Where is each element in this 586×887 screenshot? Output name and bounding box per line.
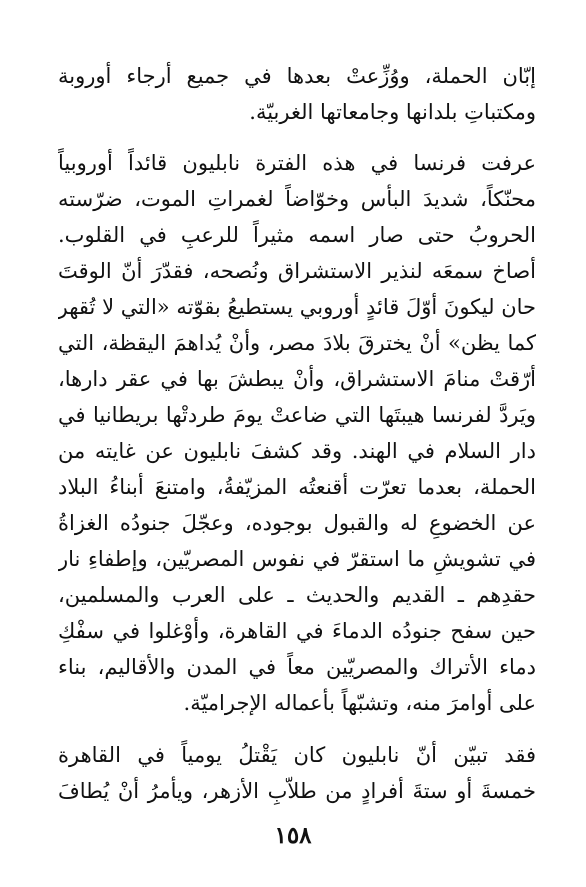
text-line: خمسةَ أو ستةَ أفرادٍ من طلاّبِ الأزهر، ويأمرُ أنْ يُطافَ [58, 779, 536, 803]
text-line: إبّان الحملة، ووُزِّعتْ بعدها في جميع أرجاء أوروبة [58, 64, 536, 88]
text-line: دماء الأتراك والمصريّين معاً في المدن والأقاليم، بناء [58, 655, 536, 679]
text-line: عرفت فرنسا في هذه الفترة نابليون قائداً أوروبياً [58, 151, 536, 175]
text-line: حان ليكونَ أوّلَ قائدٍ أوروبي يستطيعُ بقوّته «التي لا تُقهر [58, 295, 536, 319]
text-line: الحروبُ حتى صار اسمه مثيراً للرعبِ في القلوب. [58, 223, 536, 247]
page-number: ١٥٨ [274, 822, 312, 849]
text-line: أصاخ سمعَه لنذير الاستشراق ونُصحه، فقدّرَ أنّ الوقتَ [58, 259, 536, 283]
text-line: على أوامرَ منه، وتشبّهاً بأعماله الإجراميّة. [183, 691, 536, 715]
text-line: أرّقتْ منامَ الاستشراق، وأنْ يبطشَ بها في عقر دارها، [58, 367, 536, 391]
text-line: حين سفح جنودُه الدماءَ في القاهرة، وأوْغلوا في سفْكِ [58, 619, 536, 643]
text-line: ومكتباتِ بلدانها وجامعاتها الغربيّة. [249, 100, 536, 124]
text-line: حقدِهم ـ القديم والحديث ـ على العرب والمسلمين، [58, 583, 536, 607]
text-line: في تشويشِ ما استقرّ في نفوس المصريّين، وإطفاءِ نار [58, 547, 536, 571]
text-line: كما يظن» أنْ يخترقَ بلادَ مصر، وأنْ يُداهمَ اليقظة، التي [58, 331, 536, 355]
text-line: فقد تبيّن أنّ نابليون كان يَقْتلُ يومياً في القاهرة [58, 743, 536, 767]
text-line: ويَردَّ لفرنسا هيبتَها التي ضاعتْ يومَ طردتْها بريطانيا في [58, 403, 536, 427]
text-line: دار السلام في الهند. وقد كشفَ نابليون عن غايته من [58, 439, 536, 463]
text-line: الحملة، بعدما تعرّت أقنعتُه المزيّفةُ، وامتنعَ أبناءُ البلاد [58, 475, 536, 499]
text-line: عن الخضوعِ له والقبول بوجوده، وعجّلَ جنودُه الغزاةُ [58, 511, 536, 535]
text-line: محنّكاً، شديدَ البأس وخوّاضاً لغمراتِ الموت، ضرّسته [58, 187, 536, 211]
